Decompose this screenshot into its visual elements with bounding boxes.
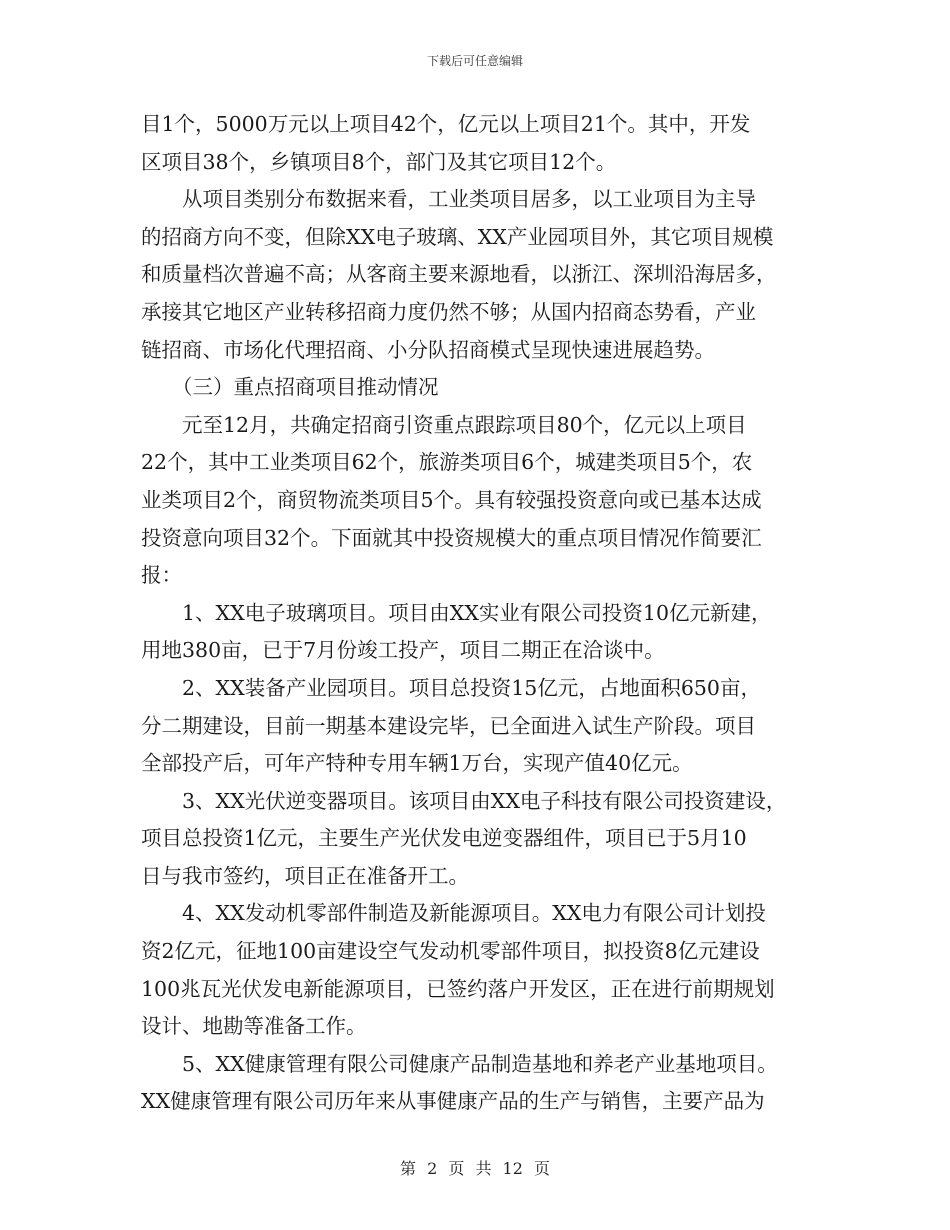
page-footer: 第 2 页 共 12 页 (400, 1159, 550, 1178)
text-line: 分二期建设，目前一期基本建设完毕，已全面进入试生产阶段。项目 (141, 713, 756, 738)
text-line: 业类项目2个，商贸物流类项目5个。具有较强投资意向或已基本达成 (141, 487, 762, 512)
text-line: 全部投产后，可年产特种专用车辆1万台，实现产值40亿元。 (141, 751, 693, 776)
text-line: 资2亿元，征地100亩建设空气发动机零部件项目，拟投资8亿元建设 (141, 939, 760, 964)
text-line: 承接其它地区产业转移招商力度仍然不够；从国内招商态势看，产业 (141, 299, 756, 324)
list-item-5: 5、XX健康管理有限公司健康产品制造基地和养老产业基地项目。 (182, 1051, 778, 1076)
paragraph-start: 从项目类别分布数据来看，工业类项目居多，以工业项目为主导 (182, 187, 756, 212)
list-item-4: 4、XX发动机零部件制造及新能源项目。XX电力有限公司计划投 (182, 901, 766, 926)
list-item-3: 3、XX光伏逆变器项目。该项目由XX电子科技有限公司投资建设， (182, 788, 787, 813)
section-heading: （三）重点招商项目推动情况 (172, 375, 439, 400)
text-line: 链招商、市场化代理招商、小分队招商模式呈现快速进展趋势。 (141, 337, 715, 362)
text-line: 投资意向项目32个。下面就其中投资规模大的重点项目情况作简要汇 (141, 525, 762, 550)
document-body (141, 106, 809, 1121)
text-line: 用地380亩，已于7月份竣工投产，项目二期正在洽谈中。 (141, 638, 665, 663)
text-line: 区项目38个，乡镇项目8个，部门及其它项目12个。 (141, 149, 617, 174)
text-line: 目1个，5000万元以上项目42个，亿元以上项目21个。其中，开发 (141, 112, 751, 136)
list-item-1: 1、XX电子玻璃项目。项目由XX实业有限公司投资10亿元新建， (182, 600, 772, 625)
text-line: 报： (141, 563, 182, 588)
text-line: 设计、地勘等准备工作。 (141, 1014, 367, 1039)
text-line: XX健康管理有限公司历年来从事健康产品的生产与销售，主要产品为 (141, 1089, 765, 1114)
page-header: 下载后可任意编辑 (426, 54, 523, 68)
text-line: 22个，其中工业类项目62个，旅游类项目6个，城建类项目5个，农 (141, 450, 753, 475)
text-line: 100兆瓦光伏发电新能源项目，已签约落户开发区，正在进行前期规划 (141, 976, 775, 1001)
text-line: 的招商方向不变，但除XX电子玻璃、XX产业园项目外，其它项目规模 (141, 224, 774, 249)
list-item-2: 2、XX装备产业园项目。项目总投资15亿元，占地面积650亩， (182, 675, 761, 700)
text-line: 日与我市签约，项目正在准备开工。 (141, 863, 469, 888)
text-line: 和质量档次普遍不高；从客商主要来源地看，以浙江、深圳沿海居多， (141, 262, 777, 287)
text-line: 项目总投资1亿元，主要生产光伏发电逆变器组件，项目已于5月10 (141, 826, 747, 851)
paragraph-start: 元至12月，共确定招商引资重点跟踪项目80个，亿元以上项目 (182, 412, 747, 437)
